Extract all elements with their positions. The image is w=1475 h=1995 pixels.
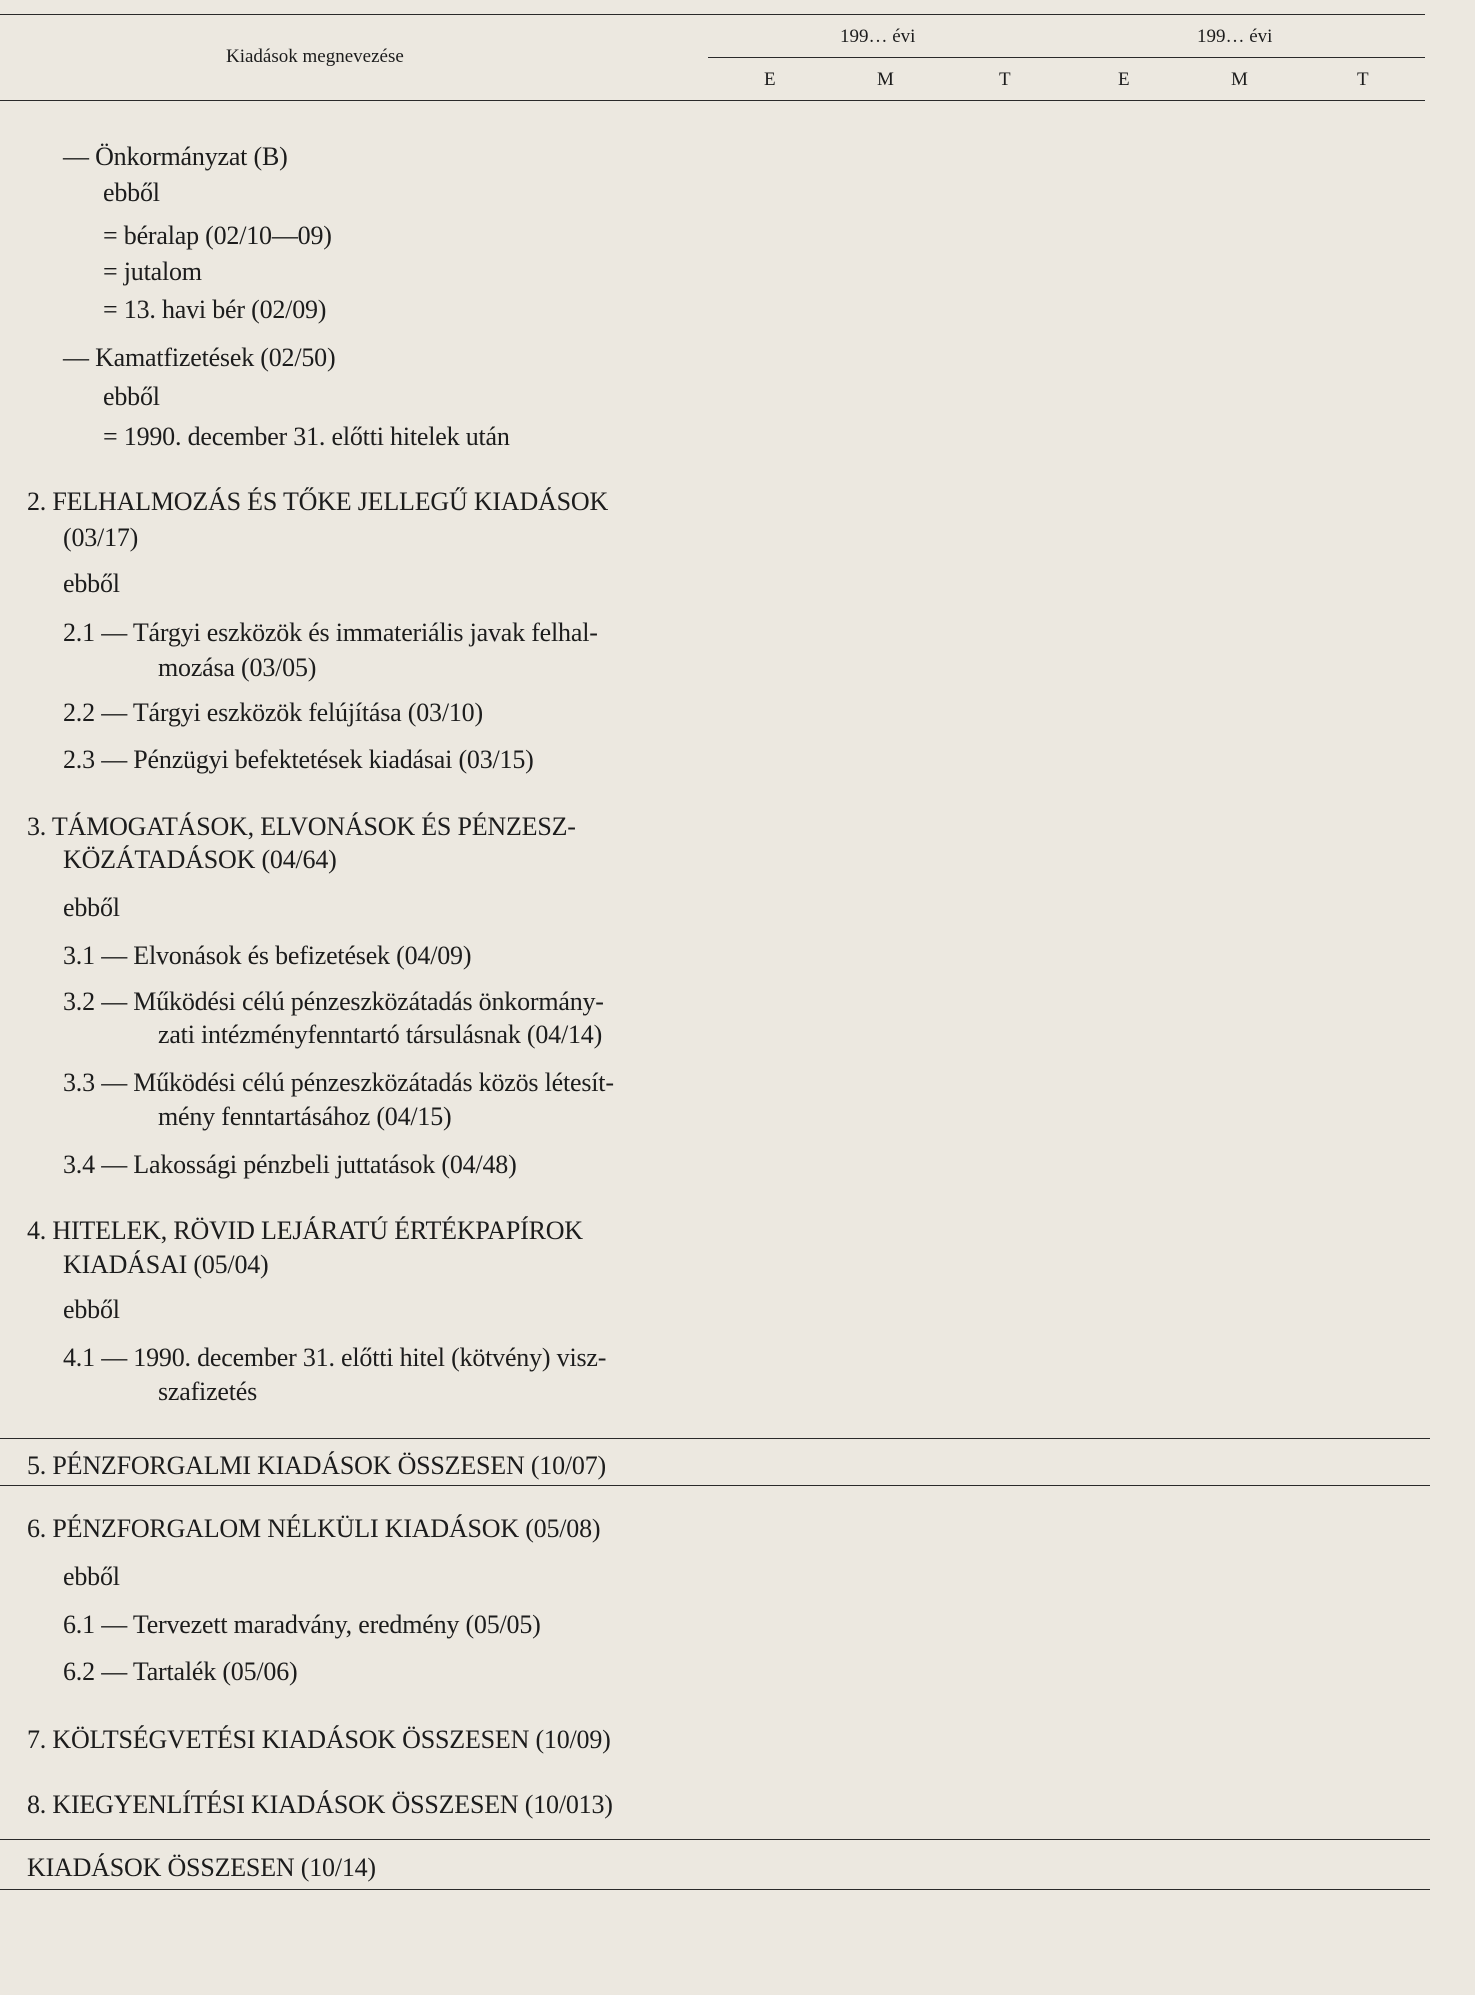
sub-header-m2: M <box>1231 69 1248 90</box>
section-2-title: 2. FELHALMOZÁS ÉS TŐKE JELLEGŰ KIADÁSOK <box>27 487 609 516</box>
row-kamatfizetesek: — Kamatfizetések (02/50) <box>63 343 336 372</box>
rule-after-grand-total <box>0 1889 1430 1890</box>
header-top-rule <box>0 14 1425 15</box>
section-3-title: 3. TÁMOGATÁSOK, ELVONÁSOK ÉS PÉNZESZ- <box>27 812 576 841</box>
year-label-1: 199… évi <box>840 26 916 47</box>
row-beralap: = béralap (02/10—09) <box>103 221 332 250</box>
row-4-1-cont: szafizetés <box>158 1377 258 1406</box>
row-3-3-cont: mény fenntartásához (04/15) <box>158 1102 452 1131</box>
rule-before-grand-total <box>0 1839 1430 1840</box>
section-6-title: 6. PÉNZFORGALOM NÉLKÜLI KIADÁSOK (05/08) <box>27 1514 601 1543</box>
row-6-1: 6.1 — Tervezett maradvány, eredmény (05/05) <box>63 1610 541 1639</box>
sub-header-e2: E <box>1118 69 1130 90</box>
sub-header-t2: T <box>1357 69 1369 90</box>
section-4-title-cont: KIADÁSAI (05/04) <box>63 1250 269 1279</box>
row-ebbol: ebből <box>103 382 160 411</box>
row-2-3: 2.3 — Pénzügyi befektetések kiadásai (03/15) <box>63 745 534 774</box>
row-jutalom: = jutalom <box>103 257 202 286</box>
sub-header-m1: M <box>877 69 894 90</box>
sub-header-e1: E <box>764 69 776 90</box>
row-3-1: 3.1 — Elvonások és befizetések (04/09) <box>63 941 472 970</box>
row-3-4: 3.4 — Lakossági pénzbeli juttatások (04/48) <box>63 1150 517 1179</box>
sub-header-t1: T <box>999 69 1011 90</box>
rule-before-5 <box>0 1438 1430 1439</box>
section-4-title: 4. HITELEK, RÖVID LEJÁRATÚ ÉRTÉKPAPÍROK <box>27 1216 583 1245</box>
row-ebbol: ebből <box>63 1295 120 1324</box>
section-5-total: 5. PÉNZFORGALMI KIADÁSOK ÖSSZESEN (10/07) <box>27 1451 606 1480</box>
year-label-2: 199… évi <box>1197 26 1273 47</box>
row-2-1-cont: mozása (03/05) <box>158 653 317 682</box>
row-ebbol: ebből <box>63 893 120 922</box>
row-ebbol: ebből <box>103 178 160 207</box>
rule-after-5 <box>0 1485 1430 1486</box>
row-4-1: 4.1 — 1990. december 31. előtti hitel (kötvény) visz- <box>63 1343 607 1372</box>
section-2-title-cont: (03/17) <box>63 523 139 552</box>
section-7-total: 7. KÖLTSÉGVETÉSI KIADÁSOK ÖSSZESEN (10/09) <box>27 1725 611 1754</box>
row-13-havi-ber: = 13. havi bér (02/09) <box>103 295 327 324</box>
header-mid-rule <box>708 57 1425 58</box>
section-8-total: 8. KIEGYENLÍTÉSI KIADÁSOK ÖSSZESEN (10/013) <box>27 1790 613 1819</box>
grand-total: KIADÁSOK ÖSSZESEN (10/14) <box>27 1853 376 1882</box>
section-3-title-cont: KÖZÁTADÁSOK (04/64) <box>63 845 337 874</box>
row-3-3: 3.3 — Működési célú pénzeszközátadás közös létesít- <box>63 1068 614 1097</box>
row-3-2: 3.2 — Működési célú pénzeszközátadás önkormány- <box>63 987 604 1016</box>
row-3-2-cont: zati intézményfenntartó társulásnak (04/14) <box>158 1020 603 1049</box>
row-6-2: 6.2 — Tartalék (05/06) <box>63 1657 298 1686</box>
row-onkormanyzat: — Önkormányzat (B) <box>63 142 288 171</box>
row-2-1: 2.1 — Tárgyi eszközök és immateriális javak felhal- <box>63 618 598 647</box>
header-bottom-rule <box>0 100 1425 101</box>
row-2-2: 2.2 — Tárgyi eszközök felújítása (03/10) <box>63 698 483 727</box>
row-1990-hitelek: = 1990. december 31. előtti hitelek után <box>103 422 510 451</box>
row-ebbol: ebből <box>63 569 120 598</box>
column-label: Kiadások megnevezése <box>226 46 404 67</box>
row-ebbol: ebből <box>63 1562 120 1591</box>
